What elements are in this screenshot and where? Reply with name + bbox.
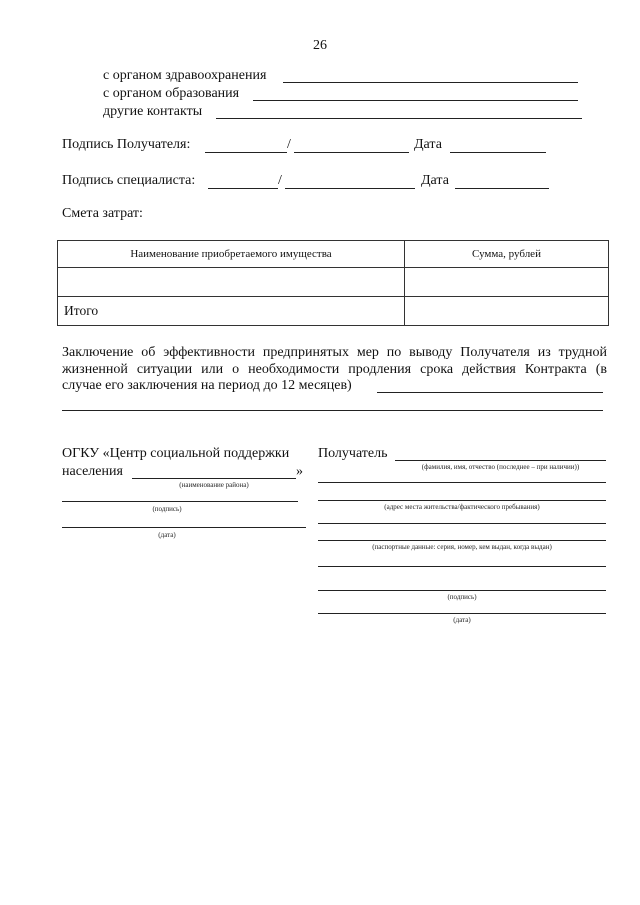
total-sum-cell [405, 297, 609, 326]
recipient-passport-caption: (паспортные данные: серия, номер, кем выдан, когда выдан) [372, 543, 552, 551]
specialist-date-label: Дата [421, 173, 449, 188]
estimate-title: Смета затрат: [62, 206, 143, 221]
page-number: 26 [313, 38, 327, 53]
left-signature-caption: (подпись) [152, 505, 182, 513]
contact-health-label: с органом здравоохранения [103, 68, 267, 83]
conclusion-fill-line-1 [377, 392, 603, 393]
recipient-date-caption: (дата) [453, 616, 471, 624]
recipient-signature-caption: (подпись) [447, 593, 477, 601]
specialist-signature-slash: / [278, 173, 282, 188]
recipient-address-extra-line [318, 523, 606, 524]
recipient-signature-slash: / [287, 137, 291, 152]
recipient-date-line [450, 152, 546, 153]
contact-other-line [216, 118, 582, 119]
table-cell-name [58, 268, 405, 297]
recipient-passport-line [318, 540, 606, 541]
specialist-signature-line-1 [208, 188, 278, 189]
recipient-date-line-bottom [318, 613, 606, 614]
district-caption: (наименование района) [179, 481, 249, 489]
conclusion-line-1: Заключение об эффективности предпринятых мер по выводу Получателя из трудной [62, 345, 607, 360]
specialist-signature-label: Подпись специалиста: [62, 173, 196, 188]
recipient-label: Получатель [318, 446, 388, 461]
table-total-row [58, 297, 609, 326]
contact-health-line [283, 82, 578, 83]
left-signature-line [62, 501, 298, 502]
total-label: Итого [58, 297, 405, 326]
recipient-signature-line-2 [294, 152, 409, 153]
district-line [132, 478, 296, 479]
left-date-line [62, 527, 306, 528]
conclusion-line-2: жизненной ситуации или о необходимости продления срока действия Контракта (в [62, 362, 607, 377]
contact-education-label: с органом образования [103, 86, 240, 101]
column-header-sum: Сумма, рублей [405, 241, 609, 268]
contact-education-line [253, 100, 578, 101]
org-name-line-1: ОГКУ «Центр социальной поддержки [62, 446, 290, 461]
conclusion-fill-line-2 [62, 410, 603, 411]
estimate-table [57, 240, 609, 326]
table-row [58, 268, 609, 297]
recipient-date-label: Дата [414, 137, 442, 152]
specialist-date-line [455, 188, 549, 189]
recipient-address-caption: (адрес места жительства/фактического пребывания) [384, 503, 540, 511]
recipient-fio-extra-line [318, 482, 606, 483]
conclusion-line-3: случае его заключения на период до 12 месяцев) [62, 378, 352, 393]
org-name-close-quote: » [296, 464, 303, 479]
org-name-line-2: населения [62, 464, 123, 479]
left-date-caption: (дата) [158, 531, 176, 539]
specialist-signature-line-2 [285, 188, 415, 189]
recipient-signature-line [318, 590, 606, 591]
recipient-address-line [318, 500, 606, 501]
recipient-fio-caption: (фамилия, имя, отчество (последнее – при наличии)) [421, 463, 580, 471]
recipient-signature-label: Подпись Получателя: [62, 137, 191, 152]
column-header-name: Наименование приобретаемого имущества [58, 241, 405, 268]
contact-other-label: другие контакты [103, 104, 203, 119]
recipient-fio-line [395, 460, 606, 461]
recipient-passport-extra-line [318, 566, 606, 567]
recipient-signature-line-1 [205, 152, 287, 153]
table-cell-sum [405, 268, 609, 297]
table-header-row [58, 241, 609, 268]
